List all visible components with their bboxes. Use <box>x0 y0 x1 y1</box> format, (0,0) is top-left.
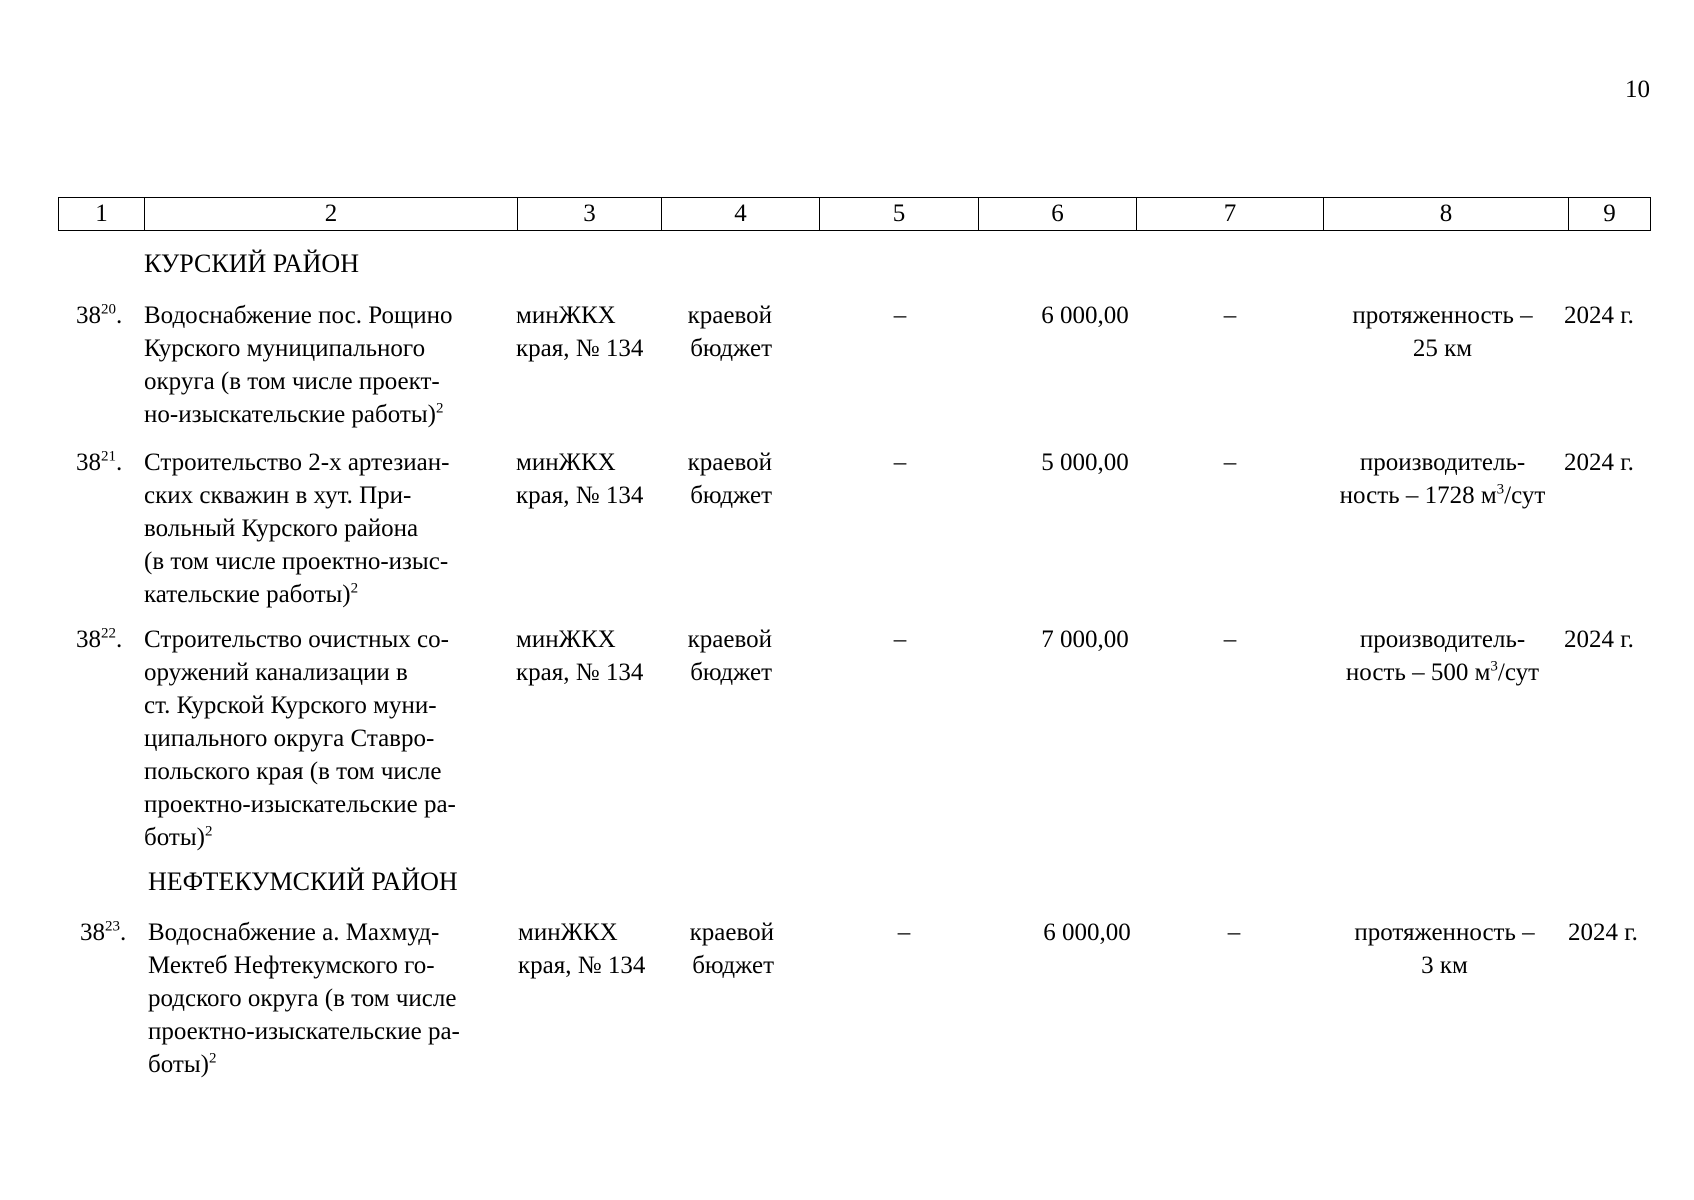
table-header <box>58 197 1651 231</box>
header-col-7: 7 <box>1137 198 1324 231</box>
row-col7: – <box>1223 302 1237 329</box>
row-number: $38^{22}$. <box>76 625 123 653</box>
row-number: $38^{21}$. <box>76 448 123 476</box>
row-capacity: протяженность – 3 км <box>1354 919 1535 979</box>
row-col5: – <box>897 919 911 946</box>
header-col-8: 8 <box>1324 198 1569 231</box>
row-description: Водоснабжение а. Махмуд- Мектеб Нефтекумского го- родского округа (в том числе проектно-изыскательские ра- боты)$^2$ <box>148 919 460 1078</box>
header-col-4: 4 <box>662 198 820 231</box>
row-number: $38^{20}$. <box>76 301 123 329</box>
row-org-source: минЖКХ краевой края, № 134 бюджет <box>518 919 774 979</box>
row-capacity: производитель- ность – 1728 $м^3$/сут <box>1339 449 1546 509</box>
row-amount: 6 000,00 <box>1043 919 1131 946</box>
section-title: НЕФТЕКУМСКИЙ РАЙОН <box>148 867 458 896</box>
row-year: 2024 г. <box>1564 449 1634 476</box>
row-amount: 7 000,00 <box>1041 626 1129 653</box>
row-org-source: минЖКХ краевой края, № 134 бюджет <box>516 626 772 686</box>
row-year: 2024 г. <box>1564 302 1634 329</box>
row-description: Водоснабжение пос. Рощино Курского муниципального округа (в том числе проект- но-изыскательские работы)$^2$ <box>144 302 453 428</box>
row-col5: – <box>893 302 907 329</box>
header-col-3: 3 <box>518 198 662 231</box>
row-capacity: производитель- ность – 500 $м^3$/сут <box>1345 626 1540 686</box>
row-col7: – <box>1227 919 1241 946</box>
header-col-6: 6 <box>979 198 1137 231</box>
row-description: Строительство очистных со- оружений канализации в ст. Курской Курского муни- ципального округа Ставро- польского края (в том числе проектно-изыскательские ра- боты)$^2$ <box>144 626 456 851</box>
row-amount: 6 000,00 <box>1041 302 1129 329</box>
header-col-2: 2 <box>145 198 518 231</box>
row-org-source: минЖКХ краевой края, № 134 бюджет <box>516 449 772 509</box>
header-col-5: 5 <box>820 198 979 231</box>
header-col-1: 1 <box>59 198 145 231</box>
row-number: $38^{23}$. <box>80 918 127 946</box>
row-year: 2024 г. <box>1568 919 1638 946</box>
section-title: КУРСКИЙ РАЙОН <box>144 249 359 278</box>
row-org-source: минЖКХ краевой края, № 134 бюджет <box>516 302 772 362</box>
row-col5: – <box>893 449 907 476</box>
row-year: 2024 г. <box>1564 626 1634 653</box>
row-col7: – <box>1223 449 1237 476</box>
row-col5: – <box>893 626 907 653</box>
row-capacity: протяженность – 25 км <box>1352 302 1533 362</box>
row-amount: 5 000,00 <box>1041 449 1129 476</box>
page-number: 10 <box>1625 76 1650 103</box>
header-col-9: 9 <box>1569 198 1651 231</box>
row-description: Строительство 2-х артезиан- ских скважин в хут. При- вольный Курского района (в том числе проектно-изыс- кательские работы)$^2$ <box>144 449 450 608</box>
row-col7: – <box>1223 626 1237 653</box>
